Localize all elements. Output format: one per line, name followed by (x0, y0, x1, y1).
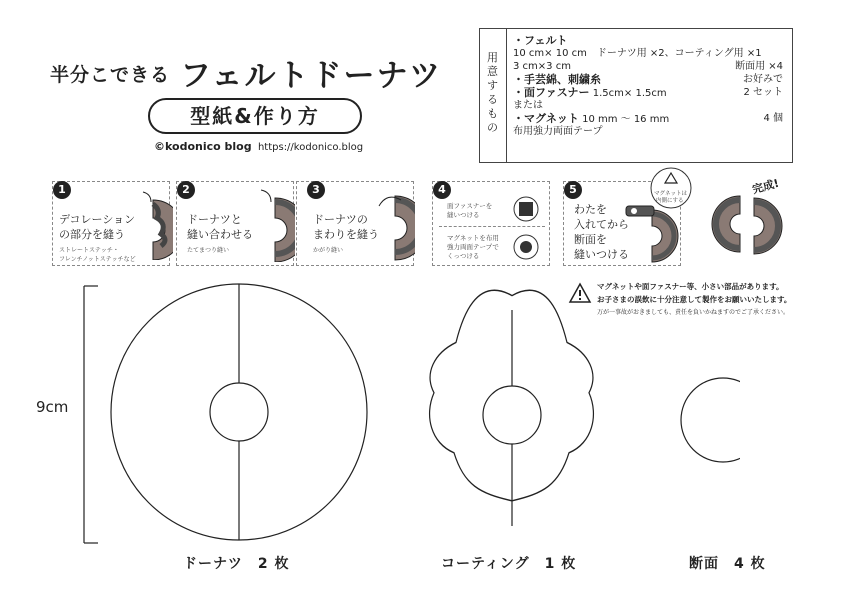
step-4-opt1-text-1: 面ファスナーを (447, 202, 493, 210)
or-row: または (513, 100, 543, 111)
fastener-row: ・面ファスナー 1.5cm× 1.5cm 2 セット (513, 86, 783, 99)
step-5-text-2: 入れてから (574, 218, 629, 231)
step-2-text-1: ドーナツと (187, 213, 242, 226)
felt-line-1: 10 cm× 10 cm ドーナツ用 ×2、コーティング用 ×1 (513, 48, 762, 59)
step-5-text-1: わたを (574, 203, 607, 216)
tape-row: 布用強力両面テープ (513, 126, 603, 137)
credit-brand: ©kodonico blog (154, 140, 252, 153)
coating-pattern (430, 290, 594, 526)
step-4-opt1-text-2: 縫いつける (447, 211, 480, 219)
step-1-number: 1 (53, 181, 71, 199)
felt-heading: ・フェルト (513, 34, 568, 47)
step-2-note: たてまつり縫い (187, 247, 230, 254)
warning-line-2: お子さまの誤飲に十分注意して製作をお願いいたします。 (597, 295, 792, 304)
velcro-icon (513, 196, 539, 222)
dimension-label: 9cm (36, 398, 69, 416)
title-prefix: 半分こできる (50, 64, 171, 86)
step-1-text-1: デコレーション (59, 213, 136, 226)
donut-pattern (111, 284, 367, 540)
dimension-bracket (80, 285, 100, 545)
pattern-sheet (100, 280, 740, 550)
donut-half-icon (375, 186, 415, 262)
step-2-text-2: 縫い合わせる (187, 228, 253, 241)
coating-pattern-label: コーティング 1 枚 (441, 556, 577, 572)
step-2-card (176, 181, 294, 266)
step-3-number: 3 (307, 181, 325, 199)
donut-half-icon (255, 188, 295, 262)
step-3-card (296, 181, 414, 266)
thread-row: ・手芸綿、刺繍糸 お好みで (513, 73, 783, 86)
step-1-card (52, 181, 170, 266)
step-5-text-3: 断面を (574, 233, 607, 246)
step-4-divider (439, 226, 545, 227)
donut-pattern-label: ドーナツ 2 枚 (183, 556, 290, 572)
donut-half-icon (622, 204, 680, 264)
step-5-number: 5 (564, 181, 582, 199)
step-3-note: かがり縫い (313, 247, 344, 254)
materials-side-label: 用意するもの (480, 29, 507, 162)
step-5-text-4: 縫いつける (574, 248, 629, 261)
step-3-text-2: まわりを縫う (313, 228, 379, 241)
step-2-number: 2 (177, 181, 195, 199)
warning-line-1: マグネットや面ファスナー等、小さい部品があります。 (597, 282, 784, 291)
magnet-icon (513, 234, 539, 260)
step-4-card (432, 181, 550, 266)
step-4-number: 4 (433, 181, 451, 199)
step-4-opt2-text-1: マグネットを布用 (447, 234, 499, 242)
finished-donut-icon (708, 188, 786, 258)
step-1-note-2: フレンチノットステッチなど (59, 256, 136, 263)
step-1-text-2: の部分を縫う (59, 228, 125, 241)
credit (154, 140, 363, 153)
felt-line-2: 3 cm×3 cm 断面用 ×4 (513, 61, 783, 72)
warning-line-3: 万が一事故がおきましても、責任を負いかねますのでご了承ください。 (597, 309, 790, 316)
cross-section-pattern (681, 378, 740, 462)
step-3-text-1: ドーナツの (313, 213, 368, 226)
subtitle-pill: 型紙&作り方 (148, 98, 362, 134)
magnet-row: ・マグネット 10 mm ～ 16 mm 4 個 (513, 112, 783, 125)
step-1-note-1: ストレートステッチ・ (59, 247, 119, 254)
credit-url: https://kodonico.blog (257, 142, 364, 153)
bubble-text-1: マグネットは (654, 191, 687, 197)
cross-section-pattern-label: 断面 4 枚 (689, 556, 766, 572)
materials-box (479, 28, 793, 163)
step-4-opt2-text-2: 強力両面テープで (447, 243, 499, 251)
materials-list (513, 34, 783, 138)
donut-half-icon (133, 190, 173, 260)
done-label: 完成! (750, 176, 781, 197)
bubble-text-2: 内側にする (656, 198, 684, 204)
page-title: フェルトドーナツ (180, 58, 443, 94)
step-4-opt2-text-3: くっつける (447, 252, 480, 260)
